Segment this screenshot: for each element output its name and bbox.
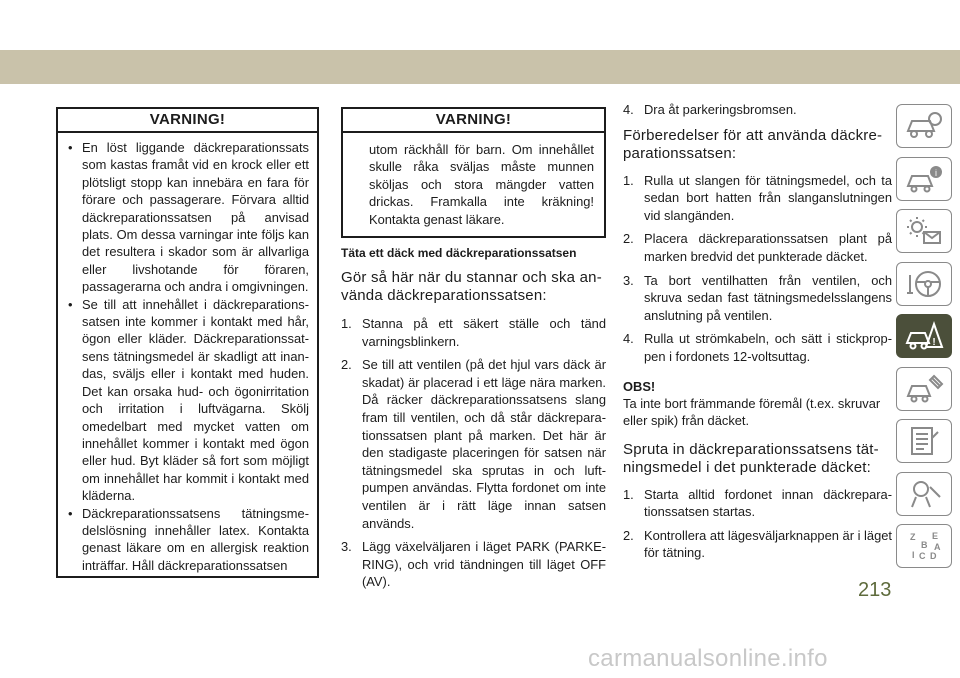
list-item — [623, 172, 892, 225]
step-number: 2. — [623, 527, 634, 543]
list-item — [341, 538, 606, 591]
subsection-heading: Gör så här när du stannar och ska använda däckreparationssatsen: — [341, 269, 602, 305]
chapter-tabs — [896, 104, 956, 577]
maintenance-icon — [904, 372, 944, 406]
service-book-icon — [904, 477, 944, 511]
tab-car-dashboard[interactable] — [896, 104, 952, 148]
tab-emergency[interactable] — [896, 314, 952, 358]
step-text: Placera däckreparationssatsen plant på marken bredvid det punkterade däcket. — [644, 231, 892, 264]
section-heading: Täta ett däck med däckreparationssatsen — [341, 246, 577, 261]
svg-text:C: C — [919, 551, 926, 561]
list-item — [623, 486, 892, 521]
step-number: 1. — [623, 172, 634, 188]
car-dashboard-icon — [904, 109, 944, 143]
note-title: OBS! — [623, 378, 656, 394]
svg-text:Z: Z — [910, 532, 916, 542]
step-text: Lägg växelväljaren i läget PARK (PARKERING), och vrid tändningen till läget OFF (AV). — [362, 539, 606, 590]
warning-title: VARNING! — [343, 109, 604, 133]
tab-service-book[interactable] — [896, 472, 952, 516]
tab-index[interactable] — [896, 524, 952, 568]
subsection-heading: Förberedelser för att använda däckreparationssatsen: — [623, 126, 883, 162]
specifications-icon — [904, 424, 944, 458]
steps-list — [341, 315, 606, 591]
step-text: Ta bort ventilhatten från ventilen, och skruva sedan fast tätningsmedelsslangens anslutning på ventilen. — [644, 272, 892, 323]
page-number: 213 — [858, 579, 892, 601]
list-item — [623, 527, 892, 562]
svg-text:I: I — [912, 550, 915, 560]
svg-text:i: i — [935, 167, 937, 178]
step-number: 2. — [623, 231, 634, 247]
header-band — [0, 50, 960, 84]
warning-text: utom räckhåll för barn. Om innehållet skulle råka sväljas måste munnen sköljas och stora mängder vatten drickas. Framkalla inte kräkning! Kontakta genast läkare. — [369, 142, 594, 227]
svg-text:D: D — [930, 551, 937, 561]
subsection-heading: Spruta in däckreparationssatsens tätningsmedel i det punkterade däcket: — [623, 440, 879, 476]
index-alphabet-icon — [904, 529, 944, 563]
steps-list — [623, 172, 892, 366]
step-text: Rulla ut strömkabeln, och sätt i stickproppen i fordonets 12-voltsuttag. — [644, 331, 892, 364]
step-text: Dra åt parkeringsbromsen. — [644, 102, 797, 117]
svg-text:E: E — [932, 531, 939, 541]
step-text: Starta alltid fordonet innan däckreparationssatsen startas. — [644, 486, 892, 520]
step-text: Stanna på ett säkert ställe och tänd varningsblinkern. — [362, 316, 606, 349]
warning-title: VARNING! — [58, 109, 317, 133]
list-item — [341, 356, 606, 532]
steering-wheel-icon — [904, 267, 944, 301]
list-item — [623, 272, 892, 325]
list-item — [623, 230, 892, 265]
svg-text:!: ! — [932, 337, 936, 348]
step-number: 4. — [623, 331, 634, 347]
step-number: 4. — [623, 102, 634, 117]
step-number: 2. — [341, 357, 352, 373]
left-column — [56, 107, 319, 578]
steps-list — [623, 101, 892, 119]
warning-item: • En löst liggande däckreparationssats som kastas framåt vid en krock eller ett plötsligt stopp kan innebära en fara för förare och passagerare. Förvara alltid däckreparationssatsen på anvisad plats. Om dessa varningar inte följs kan det resultera i skador som är allvarliga eller livshotande för föraren, passagerarna och andra i omgivningen. — [68, 139, 309, 296]
list-item — [341, 315, 606, 350]
step-number: 3. — [623, 272, 634, 288]
step-text: Rulla ut slangen för tätningsmedel, och ta sedan bort hatten från slanganslutningen vid slangänden. — [644, 172, 892, 223]
tab-specifications[interactable] — [896, 419, 952, 463]
list-item — [623, 330, 892, 365]
middle-column — [341, 107, 606, 597]
car-info-icon — [904, 162, 944, 196]
watermark: carmanualsonline.info — [588, 645, 828, 672]
step-text: Se till att ventilen (på det hjul vars däck är skadat) är placerad i ett läge nära marken. Då räcker däckreparationssatsens slang fram till ventilen, och då står däckreparationssatsen plant på marken. Det här är den stadigaste placeringen för satsen när tätningsmedel ska sprutas in och luftpumpen användas. Flytta fordonet om inte ventilen är i rätt läge innan satsen används. — [362, 357, 606, 531]
emergency-warning-icon — [904, 319, 944, 353]
note-text: Ta inte bort främmande föremål (t.ex. skruvar eller spik) från däcket. — [623, 395, 881, 428]
warning-box-mid — [341, 107, 606, 238]
step-number: 3. — [341, 539, 352, 555]
step-number: 1. — [341, 316, 352, 332]
step-number: 1. — [623, 486, 634, 502]
tab-light-envelope[interactable] — [896, 209, 952, 253]
warning-item: • Se till att innehållet i däckreparationssatsen inte kommer i kontakt med hår, ögon eller kläder. Däckreparationssatsens tätningsmedel är skadligt att inandas, sväljs eller i kontakt med huden. Det kan orsaka hud- och ögonirritation och irritation i luftvägarna. Skölj omedelbart med mycket vatten om innehållet kommer i kontakt med ögon eller hud. Byt kläder så fort som möjligt om innehållet har kommit i kontakt med kläderna. — [68, 296, 309, 505]
tab-maintenance[interactable] — [896, 367, 952, 411]
tab-car-info[interactable] — [896, 157, 952, 201]
warning-list — [58, 133, 317, 576]
tab-steering-wheel[interactable] — [896, 262, 952, 306]
svg-text:A: A — [934, 542, 941, 552]
right-column — [623, 101, 892, 568]
light-envelope-icon — [904, 214, 944, 248]
list-item — [623, 101, 892, 119]
warning-box-left — [56, 107, 319, 578]
svg-text:B: B — [921, 540, 928, 550]
steps-list — [623, 486, 892, 562]
step-text: Kontrollera att lägesväljarknappen är i läget för tätning. — [644, 527, 892, 561]
warning-item: • Däckreparationssatsens tätningsmedelslösning innehåller latex. Kontakta genast läkare om en allergisk reaktion inträffar. Håll däckreparationssatsen — [68, 505, 309, 575]
